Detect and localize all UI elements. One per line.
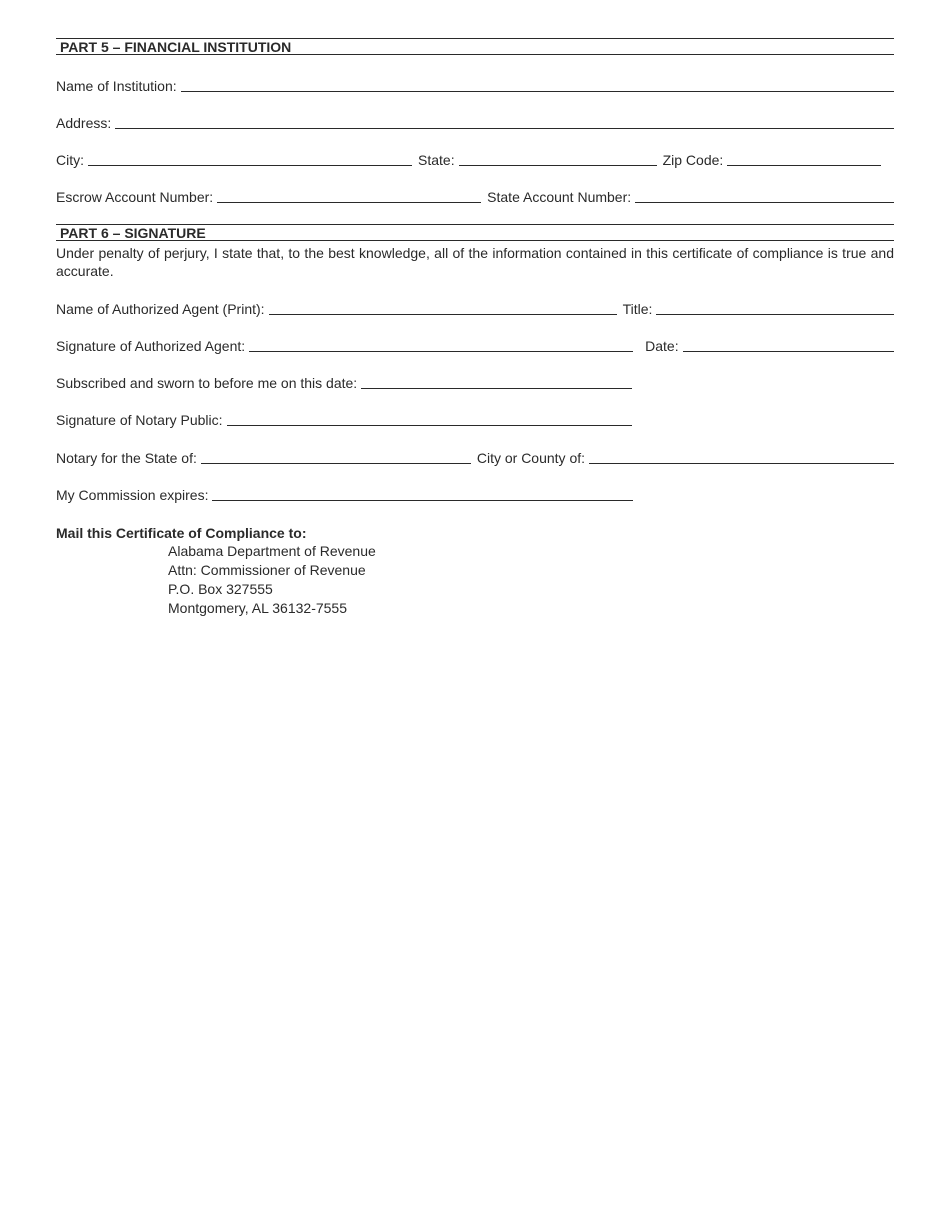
agent-name-field[interactable] (269, 301, 617, 315)
notary-signature-label: Signature of Notary Public: (56, 412, 223, 428)
address-field[interactable] (115, 115, 894, 129)
perjury-statement: Under penalty of perjury, I state that, to the best knowledge, all of the information contained in this certificate of compliance is true and accurate. (56, 245, 894, 279)
state-account-label: State Account Number: (487, 189, 632, 205)
mailing-address (168, 542, 376, 618)
address-label: Address: (56, 115, 112, 131)
institution-field[interactable] (181, 78, 894, 92)
state-label: State: (418, 152, 455, 168)
sworn-row (56, 373, 894, 391)
part6-title: PART 6 – SIGNATURE (60, 225, 206, 241)
address-line: Montgomery, AL 36132-7555 (168, 600, 348, 616)
address-line: Alabama Department of Revenue (168, 543, 376, 559)
agent-name-label: Name of Authorized Agent (Print): (56, 301, 265, 317)
notary-state-label: Notary for the State of: (56, 450, 197, 466)
notary-signature-field[interactable] (227, 412, 632, 426)
escrow-label: Escrow Account Number: (56, 189, 214, 205)
city-state-zip-row (56, 150, 894, 168)
state-account-field[interactable] (635, 189, 894, 203)
city-label: City: (56, 152, 84, 168)
title-field[interactable] (656, 301, 894, 315)
agent-signature-row (56, 336, 894, 354)
city-county-field[interactable] (589, 450, 894, 464)
city-field[interactable] (88, 152, 412, 166)
date-label: Date: (645, 338, 679, 354)
title-label: Title: (622, 301, 653, 317)
zip-label: Zip Code: (662, 152, 724, 168)
mail-heading: Mail this Certificate of Compliance to: (56, 525, 307, 541)
commission-label: My Commission expires: (56, 487, 209, 503)
state-field[interactable] (459, 152, 657, 166)
agent-name-row (56, 299, 894, 317)
notary-state-field[interactable] (201, 450, 471, 464)
commission-row (56, 485, 894, 503)
sworn-label: Subscribed and sworn to before me on this date: (56, 375, 358, 391)
zip-field[interactable] (727, 152, 881, 166)
address-line: Attn: Commissioner of Revenue (168, 562, 366, 578)
notary-state-row (56, 448, 894, 466)
account-row (56, 187, 894, 205)
address-row (56, 113, 894, 131)
agent-signature-field[interactable] (249, 338, 633, 352)
notary-signature-row (56, 410, 894, 428)
agent-signature-label: Signature of Authorized Agent: (56, 338, 246, 354)
institution-label: Name of Institution: (56, 78, 177, 94)
escrow-field[interactable] (217, 189, 481, 203)
part5-header (56, 38, 894, 55)
part5-title: PART 5 – FINANCIAL INSTITUTION (60, 39, 292, 55)
city-county-label: City or County of: (476, 450, 586, 466)
institution-row (56, 76, 894, 94)
commission-field[interactable] (212, 487, 633, 501)
part6-header (56, 224, 894, 241)
address-line: P.O. Box 327555 (168, 581, 273, 597)
date-field[interactable] (683, 338, 894, 352)
sworn-date-field[interactable] (361, 375, 632, 389)
